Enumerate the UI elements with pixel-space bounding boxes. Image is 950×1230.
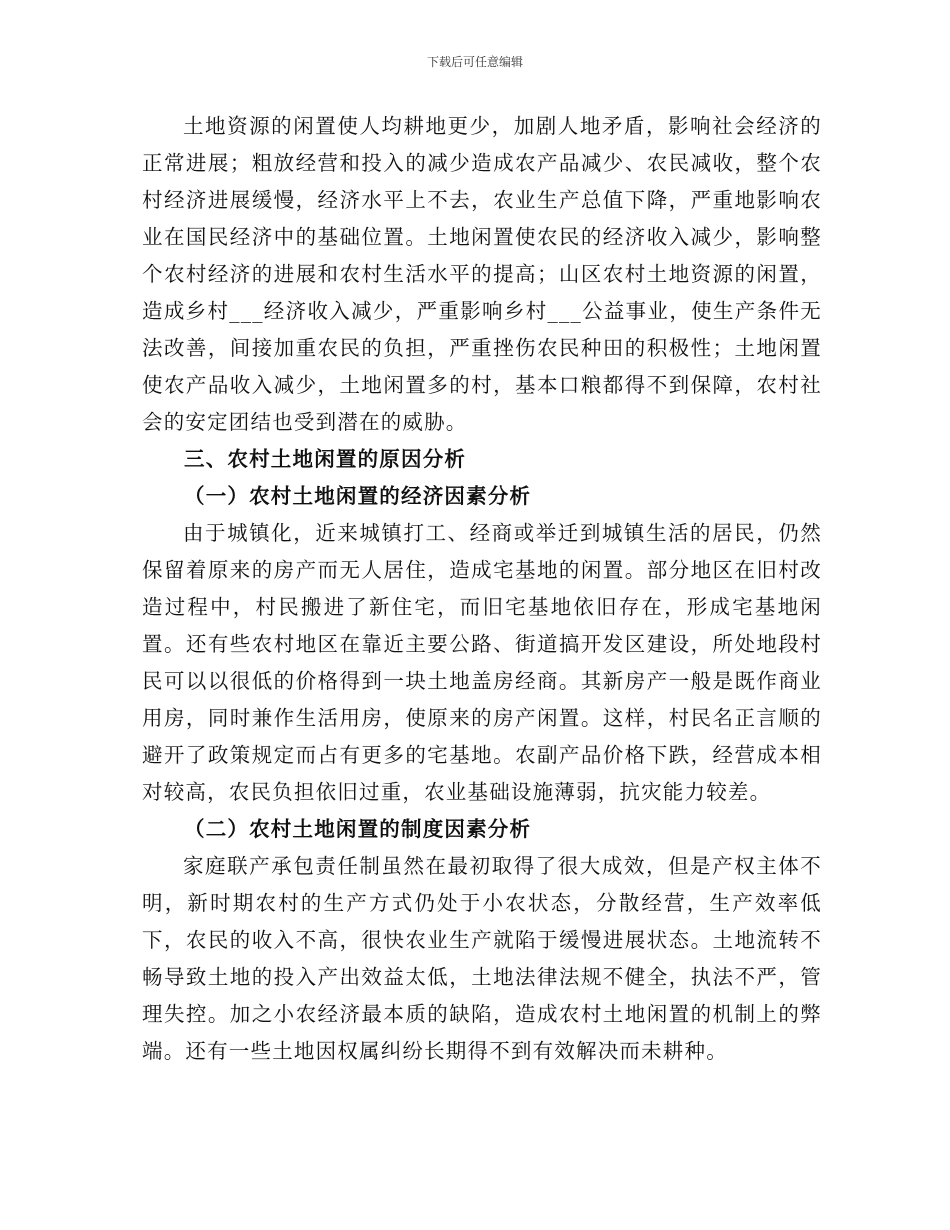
body-paragraph-1: 土地资源的闲置使人均耕地更少，加剧人地矛盾，影响社会经济的正常进展；粗放经营和投入的减少造成农产品减少、农民减收，整个农村经济进展缓慢，经济水平上不去，农业生产总值下降，严重地影响农业在国民经济中的基础位置。土地闲置使农民的经济收入减少，影响整个农村经济的进展和农村生活水平的提高；山区农村土地资源的闲置，造成乡村___经济收入减少，严重影响乡村___公益事业，使生产条件无法改善，间接加重农民的负担，严重挫伤农民种田的积极性；土地闲置使农产品收入减少，土地闲置多的村，基本口粮都得不到保障，农村社会的安定团结也受到潜在的威胁。	[142, 114, 822, 434]
document-body	[142, 108, 822, 1070]
subheading-institutional-factors: （二）农村土地闲置的制度因素分析	[184, 817, 532, 841]
body-paragraph-2: 由于城镇化，近来城镇打工、经商或举迁到城镇生活的居民，仍然保留着原来的房产而无人居住，造成宅基地的闲置。部分地区在旧村改造过程中，村民搬进了新住宅，而旧宅基地依旧存在，形成宅基地闲置。还有些农村地区在靠近主要公路、街道搞开发区建设，所处地段村民可以以很低的价格得到一块土地盖房经商。其新房产一般是既作商业用房，同时兼作生活用房，使原来的房产闲置。这样，村民名正言顺的避开了政策规定而占有更多的宅基地。农副产品价格下跌，经营成本相对较高，农民负担依旧过重，农业基础设施薄弱，抗灾能力较差。	[142, 521, 822, 804]
body-paragraph-3: 家庭联产承包责任制虽然在最初取得了很大成效，但是产权主体不明，新时期农村的生产方式仍处于小农状态，分散经营，生产效率低下，农民的收入不高，很快农业生产就陷于缓慢进展状态。土地流转不畅导致土地的投入产出效益太低，土地法律法规不健全，执法不严，管理失控。加之小农经济最本质的缺陷，造成农村土地闲置的机制上的弊端。还有一些土地因权属纠纷长期得不到有效解决而未耕种。	[142, 854, 822, 1063]
page-header: 下载后可任意编辑	[426, 55, 523, 69]
section-heading: 三、农村土地闲置的原因分析	[184, 447, 467, 471]
subheading-economic-factors: （一）农村土地闲置的经济因素分析	[184, 484, 532, 508]
